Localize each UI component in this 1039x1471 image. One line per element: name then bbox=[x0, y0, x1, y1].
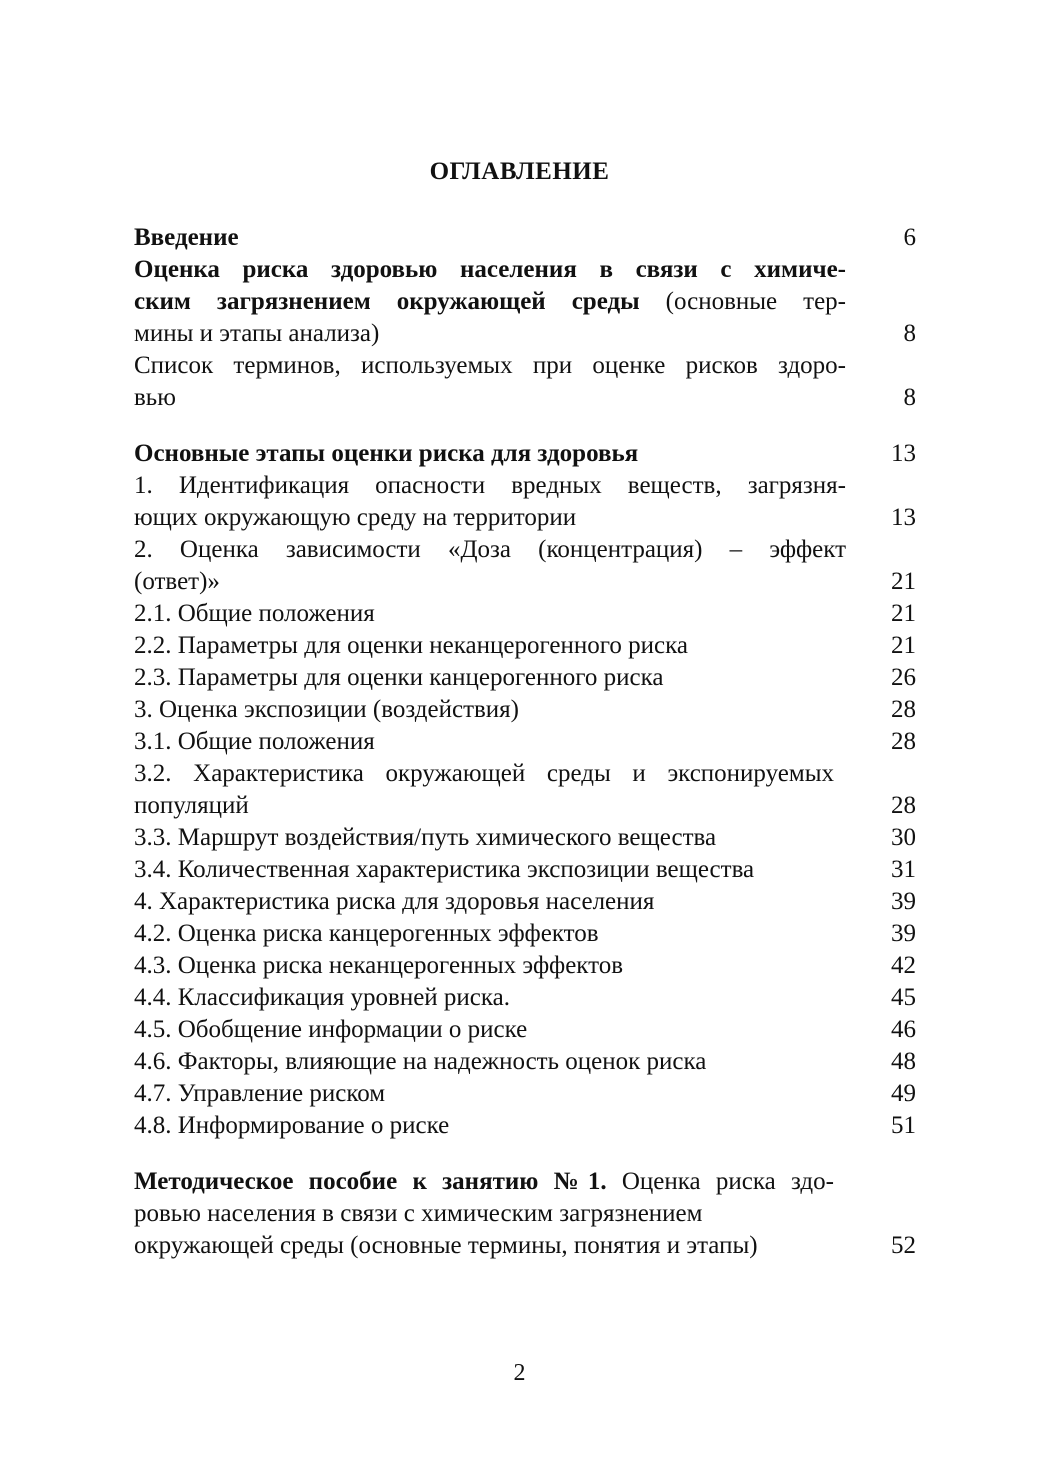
toc-entry-title: вью bbox=[134, 384, 176, 411]
toc-entry-line bbox=[134, 1166, 834, 1198]
toc-entry-line bbox=[134, 950, 916, 982]
toc-entry-section-3-2[interactable] bbox=[134, 758, 916, 822]
toc-page-number: 48 bbox=[891, 1048, 916, 1075]
toc-page-number: 21 bbox=[891, 568, 916, 595]
toc-entry-title: 3.4. Количественная характеристика экспозиции вещества bbox=[134, 856, 755, 883]
toc-entry-line bbox=[134, 222, 916, 254]
toc-entry-title: 4.8. Информирование о риске bbox=[134, 1112, 450, 1139]
toc-page-number: 6 bbox=[903, 224, 916, 251]
toc-entry-line bbox=[134, 726, 916, 758]
toc-entry-line bbox=[134, 502, 916, 534]
toc-entry-line: 2. Оценка зависимости «Доза (концентрация) – эффект bbox=[134, 536, 846, 563]
toc-entry-section-4[interactable] bbox=[134, 886, 916, 918]
toc-entry-title: 4.7. Управление риском bbox=[134, 1080, 386, 1107]
toc-entry-line bbox=[134, 854, 916, 886]
toc-page-number: 28 bbox=[891, 728, 916, 755]
toc-page-number: 39 bbox=[891, 888, 916, 915]
toc-entry-title: мины и этапы анализа) bbox=[134, 320, 380, 347]
toc-entry-line bbox=[134, 382, 916, 414]
toc-entry-title: Введение bbox=[134, 224, 239, 251]
toc-entry-section-4-5[interactable] bbox=[134, 1014, 916, 1046]
toc-entry-section-3-1[interactable] bbox=[134, 726, 916, 758]
toc-entry-fragment: Оценка риска здо- bbox=[606, 1168, 834, 1195]
toc-entry-section-4-8[interactable] bbox=[134, 1110, 916, 1142]
toc-entry-line bbox=[134, 1014, 916, 1046]
toc-entry-section-4-7[interactable] bbox=[134, 1078, 916, 1110]
toc-entry-section-4-2[interactable] bbox=[134, 918, 916, 950]
toc-entry-line: Список терминов, используемых при оценке рисков здоро- bbox=[134, 352, 846, 379]
toc-page-number: 8 bbox=[903, 320, 916, 347]
toc-entry-title: 4.5. Обобщение информации о риске bbox=[134, 1016, 528, 1043]
toc-entry-method-guide[interactable] bbox=[134, 1166, 916, 1262]
toc-page-number: 49 bbox=[891, 1080, 916, 1107]
toc-entry-line bbox=[134, 566, 916, 598]
page-footer-number: 2 bbox=[513, 1360, 526, 1386]
toc-entry-line bbox=[134, 694, 916, 726]
toc-entry-line bbox=[134, 982, 916, 1014]
toc-entry-section-2[interactable] bbox=[134, 534, 916, 598]
toc-page-number: 21 bbox=[891, 632, 916, 659]
toc-page-number: 26 bbox=[891, 664, 916, 691]
toc-entry-title: 3. Оценка экспозиции (воздействия) bbox=[134, 696, 519, 723]
toc-page-number: 30 bbox=[891, 824, 916, 851]
toc-entry-line: 3.2. Характеристика окружающей среды и экспонируемых bbox=[134, 760, 834, 787]
toc-entry-line bbox=[134, 1110, 916, 1142]
toc-entry-line bbox=[134, 598, 916, 630]
toc-entry-title: 4.2. Оценка риска канцерогенных эффектов bbox=[134, 920, 599, 947]
toc-entry-line bbox=[134, 1078, 916, 1110]
toc-entry-title: 4.3. Оценка риска неканцерогенных эффектов bbox=[134, 952, 624, 979]
toc-entry-terms-list[interactable] bbox=[134, 350, 916, 414]
toc-entry-line: ровью населения в связи с химическим загрязнением bbox=[134, 1200, 703, 1227]
toc-entry-title: 4. Характеристика риска для здоровья населения bbox=[134, 888, 655, 915]
toc-entry-section-1[interactable] bbox=[134, 470, 916, 534]
toc-entry-fragment: (основные тер- bbox=[639, 288, 846, 315]
toc-entry-section-3-3[interactable] bbox=[134, 822, 916, 854]
toc-page-number: 13 bbox=[891, 440, 916, 467]
toc-entry-title: (ответ)» bbox=[134, 568, 220, 595]
toc-entry-line bbox=[134, 662, 916, 694]
toc-entry-section-2-1[interactable] bbox=[134, 598, 916, 630]
toc-entry-risk-assessment[interactable] bbox=[134, 254, 916, 350]
toc-entry-title: ющих окружающую среду на территории bbox=[134, 504, 577, 531]
toc-entry-title: 3.3. Маршрут воздействия/путь химического вещества bbox=[134, 824, 717, 851]
toc-entry-section-3[interactable] bbox=[134, 694, 916, 726]
toc-entry-line: 1. Идентификация опасности вредных веществ, загрязня- bbox=[134, 472, 846, 499]
toc-entry-line bbox=[134, 790, 916, 822]
toc-entry-introduction[interactable] bbox=[134, 222, 916, 254]
toc-entry-section-2-2[interactable] bbox=[134, 630, 916, 662]
toc-page-number: 31 bbox=[891, 856, 916, 883]
toc-entry-title: популяций bbox=[134, 792, 249, 819]
toc-entry-line bbox=[134, 286, 846, 318]
toc-entry-line bbox=[134, 918, 916, 950]
toc-entry-title: 4.4. Классификация уровней риска. bbox=[134, 984, 511, 1011]
toc-page-number: 45 bbox=[891, 984, 916, 1011]
toc-entry-line bbox=[134, 438, 916, 470]
toc-entry-line bbox=[134, 630, 916, 662]
toc-entry-section-2-3[interactable] bbox=[134, 662, 916, 694]
toc-entry-line: Оценка риска здоровью населения в связи с химиче- bbox=[134, 256, 846, 283]
toc-entry-title: окружающей среды (основные термины, понятия и этапы) bbox=[134, 1232, 758, 1259]
toc-entry-section-4-4[interactable] bbox=[134, 982, 916, 1014]
toc-entry-title: 2.1. Общие положения bbox=[134, 600, 375, 627]
toc-page-number: 13 bbox=[891, 504, 916, 531]
toc-entry-line bbox=[134, 318, 916, 350]
toc-entry-title: 2.3. Параметры для оценки канцерогенного риска bbox=[134, 664, 664, 691]
toc-entry-title: 3.1. Общие положения bbox=[134, 728, 375, 755]
toc-entry-section-4-3[interactable] bbox=[134, 950, 916, 982]
toc-entry-title: Основные этапы оценки риска для здоровья bbox=[134, 440, 639, 467]
toc-page-number: 52 bbox=[891, 1232, 916, 1259]
toc-entry-line bbox=[134, 1046, 916, 1078]
toc-entry-line bbox=[134, 822, 916, 854]
toc-title: ОГЛАВЛЕНИЕ bbox=[429, 158, 610, 185]
toc-entry-line bbox=[134, 1230, 916, 1262]
toc-page-number: 42 bbox=[891, 952, 916, 979]
toc-entry-main-stages[interactable] bbox=[134, 438, 916, 470]
toc-page-number: 51 bbox=[891, 1112, 916, 1139]
toc-entry-title: 2.2. Параметры для оценки неканцерогенного риска bbox=[134, 632, 688, 659]
toc-entry-title: 4.6. Факторы, влияющие на надежность оценок риска bbox=[134, 1048, 707, 1075]
toc-entry-line bbox=[134, 886, 916, 918]
toc-page-number: 21 bbox=[891, 600, 916, 627]
toc-entry-section-4-6[interactable] bbox=[134, 1046, 916, 1078]
toc-page-number: 28 bbox=[891, 696, 916, 723]
toc-entry-section-3-4[interactable] bbox=[134, 854, 916, 886]
toc-entry-bold-fragment: ским загрязнением окружающей среды bbox=[134, 288, 640, 315]
toc-page-number: 46 bbox=[891, 1016, 916, 1043]
toc-page-number: 39 bbox=[891, 920, 916, 947]
toc-page-number: 8 bbox=[903, 384, 916, 411]
toc-entry-bold-fragment: Методическое пособие к занятию №1. bbox=[134, 1168, 607, 1195]
toc-page-number: 28 bbox=[891, 792, 916, 819]
